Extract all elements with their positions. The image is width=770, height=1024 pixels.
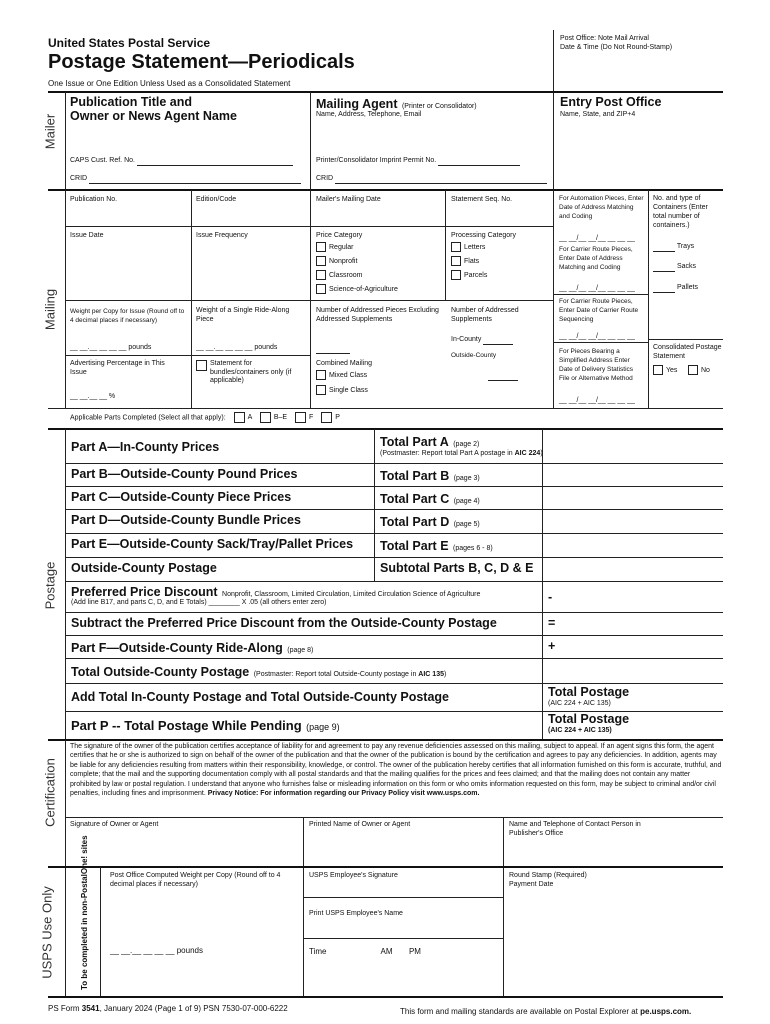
crid-field-1[interactable]: CRID (70, 175, 306, 184)
mailing-agent-label: Mailing Agent (Printer or Consolidator) (316, 97, 477, 111)
total-outside-label: Total Outside-County Postage (Postmaster: Report total Outside-County postage in AIC 135) (71, 665, 447, 679)
pc-nonprofit-checkbox[interactable]: Nonprofit (316, 256, 357, 267)
part-c-label: Part C—Outside-County Piece Prices (71, 490, 292, 504)
carrier-label: For Carrier Route Pieces, Enter Date of Address Matching and Coding (559, 246, 633, 271)
certification-text: The signature of the owner of the publication certifies acceptance of liability for and agreement to pay any revenue deficiencies assessed on this mailing, subject to appeal. If an agent signs this form, the agent certifies that he or she is authorized to sign on behalf of the owner of the publication and that the owner of the publication is bound by the certification and agrees to pay any deficiencies. In addition, agents may be liable for any deficiencies resulting from matters within their responsibility, knowledge, or control. The owner of the publication hereby certifies that all information furnished on this form is accurate, truthful, and complete; that the mail and the supporting documentation comply with all postal standards and that the mailing qualifies for the prices and fees claimed; and that the mailing does not contain any matter prohibited by law or postal regulation. I understand that anyone who furnishes false or misleading information on this form or who omits information requested on this form, may be subject to criminal and/or civil penalties, including fines and imprisonment. Privacy Notice: For information regarding our Privacy Policy visit www.usps.com. (70, 743, 722, 798)
total-postage-label: Total Postage (548, 685, 630, 699)
pc-regular-checkbox[interactable]: Regular (316, 242, 354, 253)
ap-a-checkbox[interactable]: A (228, 414, 252, 421)
entry-po-label: Entry Post Office (560, 95, 662, 109)
preferred-sub: (Add line B17, and parts C, D, and E Totals) ________ X .05 (all others enter zero) (71, 599, 327, 606)
sacks-field[interactable]: Sacks (653, 263, 696, 272)
footer-form-id: PS Form 3541, January 2024 (Page 1 of 9) PSN 7530-07-000-6222 (48, 1004, 288, 1013)
num-addressed-field[interactable] (316, 336, 350, 354)
outside-county-label: Outside-County Postage (71, 561, 217, 575)
simplified-date-field[interactable]: __ __/__ __/__ __ __ __ (559, 397, 635, 404)
price-cat-label: Price Category (316, 232, 363, 239)
plus-sign: + (548, 639, 556, 653)
add-total-label: Add Total In-County Postage and Total Outside-County Postage (71, 690, 450, 704)
part-f-label: Part F—Outside-County Ride-Along (page 8) (71, 641, 314, 655)
pr-letters-checkbox[interactable]: Letters (451, 242, 485, 253)
emp-sig-label: USPS Employee's Signature (309, 872, 398, 879)
total-postage-note: (AIC 224 + AIC 135) (548, 700, 611, 707)
total-postage-2-note: (AIC 224 + AIC 135) (548, 727, 612, 734)
num-supp-label: Number of Addressed Supplements (451, 307, 519, 323)
section-postage: Postage (42, 561, 58, 610)
print-emp-label: Print USPS Employee's Name (309, 910, 403, 917)
issue-freq-label: Issue Frequency (196, 232, 248, 239)
weight-ride-field[interactable]: __ __.__ __ __ __ pounds (196, 344, 278, 351)
pr-flats-checkbox[interactable]: Flats (451, 256, 479, 267)
form-title: Postage Statement—Periodicals (48, 51, 355, 73)
imprint-field[interactable]: Printer/Consolidator Imprint Permit No. (316, 157, 520, 166)
entry-po-sub: Name, State, and ZIP+4 (560, 111, 636, 118)
total-b-label: Total Part B (page 3) (380, 469, 480, 483)
section-mailing: Mailing (42, 288, 58, 331)
round-stamp-label: Round Stamp (Required) Payment Date (509, 872, 587, 888)
footer-postal-explorer: This form and mailing standards are available on Postal Explorer at pe.usps.com. (400, 1007, 692, 1016)
total-a-note: (Postmaster: Report total Part A postage in AIC 224) (380, 450, 543, 457)
statement-for-checkbox[interactable]: Statement for bundles/containers only (if applicable) (196, 360, 306, 386)
combined-label: Combined Mailing (316, 360, 373, 367)
pc-science-checkbox[interactable]: Science-of-Agriculture (316, 284, 398, 295)
part-d-label: Part D—Outside-County Bundle Prices (71, 513, 301, 527)
containers-label: No. and type of Containers (Enter total number of containers.) (653, 195, 708, 229)
preferred-label: Preferred Price Discount Nonprofit, Classroom, Limited Circulation, Limited Circulation Science of Agriculture (71, 585, 481, 599)
carrier-seq-date-field[interactable]: __ __/__ __/__ __ __ __ (559, 333, 635, 340)
weight-copy-label: Weight per Copy for Issue (Round off to 4 decimal places if necessary) (70, 308, 185, 324)
part-b-label: Part B—Outside-County Pound Prices (71, 467, 298, 481)
in-county-field[interactable]: In-County (451, 336, 513, 345)
ap-f-checkbox[interactable]: F (289, 414, 313, 421)
edition-label: Edition/Code (196, 196, 237, 203)
total-c-label: Total Part C (page 4) (380, 492, 480, 506)
po-note: Post Office: Note Mail Arrival Date & Time (Do Not Round-Stamp) (560, 35, 673, 51)
ap-p-checkbox[interactable]: P (315, 414, 340, 421)
equals-sign: = (548, 616, 556, 630)
consolidated-no-checkbox[interactable]: No (688, 365, 710, 376)
trays-field[interactable]: Trays (653, 243, 694, 252)
mixed-class-checkbox[interactable]: Mixed Class (316, 370, 367, 381)
agency-name: United States Postal Service (48, 36, 211, 50)
adv-pct-label: Advertising Percentage in This Issue (70, 360, 165, 376)
num-addressed-label: Number of Addressed Pieces Excluding Addressed Supplements (316, 307, 439, 323)
total-a-label: Total Part A (page 2) (380, 435, 480, 449)
section-mailer: Mailer (42, 113, 58, 150)
part-a-label: Part A—In-County Prices (71, 440, 220, 454)
automation-date-field[interactable]: __ __/__ __/__ __ __ __ (559, 235, 635, 242)
contact-label: Name and Telephone of Contact Person in Publisher's Office (509, 821, 641, 837)
form-subtitle: One Issue or One Edition Unless Used as a Consolidated Statement (48, 79, 291, 88)
seq-no-label: Statement Seq. No. (451, 196, 513, 203)
part-p-label: Part P -- Total Postage While Pending (page 9) (71, 718, 340, 733)
part-e-label: Part E—Outside-County Sack/Tray/Pallet Prices (71, 537, 354, 551)
adv-pct-field[interactable]: __ __.__ __ % (70, 393, 116, 400)
sig-owner-label: Signature of Owner or Agent (70, 821, 159, 828)
pub-no-label: Publication No. (70, 196, 118, 203)
pr-parcels-checkbox[interactable]: Parcels (451, 270, 487, 281)
total-d-label: Total Part D (page 5) (380, 515, 480, 529)
total-e-label: Total Part E (pages 6 - 8) (380, 539, 493, 553)
printed-name-label: Printed Name of Owner or Agent (309, 821, 411, 828)
outside-county-field[interactable]: Outside-County (451, 352, 497, 359)
publication-title-label: Publication Title and Owner or News Agent Name (70, 95, 237, 123)
mailers-date-label: Mailer's Mailing Date (316, 196, 381, 203)
section-usps-only: USPS Use Only (39, 886, 55, 979)
postal-explorer-link[interactable]: pe.usps.com. (640, 1007, 692, 1016)
subtotal-label: Subtotal Parts B, C, D & E (380, 561, 534, 575)
total-postage-2-label: Total Postage (548, 712, 630, 726)
weight-ride-label: Weight of a Single Ride-Along Piece (196, 307, 290, 323)
applicable-parts: Applicable Parts Completed (Select all that apply): A B–E F P (70, 412, 340, 423)
automation-label: For Automation Pieces, Enter Date of Address Matching and Coding (559, 195, 644, 220)
weight-copy-field[interactable]: __ __.__ __ __ __ pounds (70, 344, 152, 351)
single-class-checkbox[interactable]: Single Class (316, 385, 368, 396)
simplified-label: For Pieces Bearing a Simplified Address Enter Date of Delivery Statistics File or Alternative Method (559, 348, 634, 382)
issue-date-label: Issue Date (70, 232, 104, 239)
crid-field-2[interactable]: CRID (316, 175, 547, 184)
mailing-agent-sub: Name, Address, Telephone, Email (316, 111, 422, 118)
po-weight-label: Post Office Computed Weight per Copy (Round off to 4 decimal places if necessary) (110, 872, 281, 888)
caps-field[interactable]: CAPS Cust. Ref. No. (70, 157, 306, 166)
consolidated-label: Consolidated Postage Statement (653, 344, 722, 360)
nonpostal-note: To be completed in non-PostalOne! sites (80, 835, 89, 990)
pc-classroom-checkbox[interactable]: Classroom (316, 270, 362, 281)
consolidated-yes-checkbox[interactable]: Yes (653, 365, 677, 376)
carrier-seq-label: For Carrier Route Pieces, Enter Date of Carrier Route Sequencing (559, 298, 639, 323)
subtract-label: Subtract the Preferred Price Discount from the Outside-County Postage (71, 616, 497, 630)
minus-sign: - (548, 590, 553, 604)
po-weight-field[interactable]: __ __.__ __ __ __ pounds (110, 946, 203, 955)
pallets-field[interactable]: Pallets (653, 284, 698, 293)
ap-be-checkbox[interactable]: B–E (254, 414, 287, 421)
carrier-date-field[interactable]: __ __/__ __/__ __ __ __ (559, 285, 635, 292)
proc-cat-label: Processing Category (451, 232, 516, 239)
time-field[interactable]: Time AM PM (309, 947, 421, 956)
section-certification: Certification (42, 758, 58, 827)
